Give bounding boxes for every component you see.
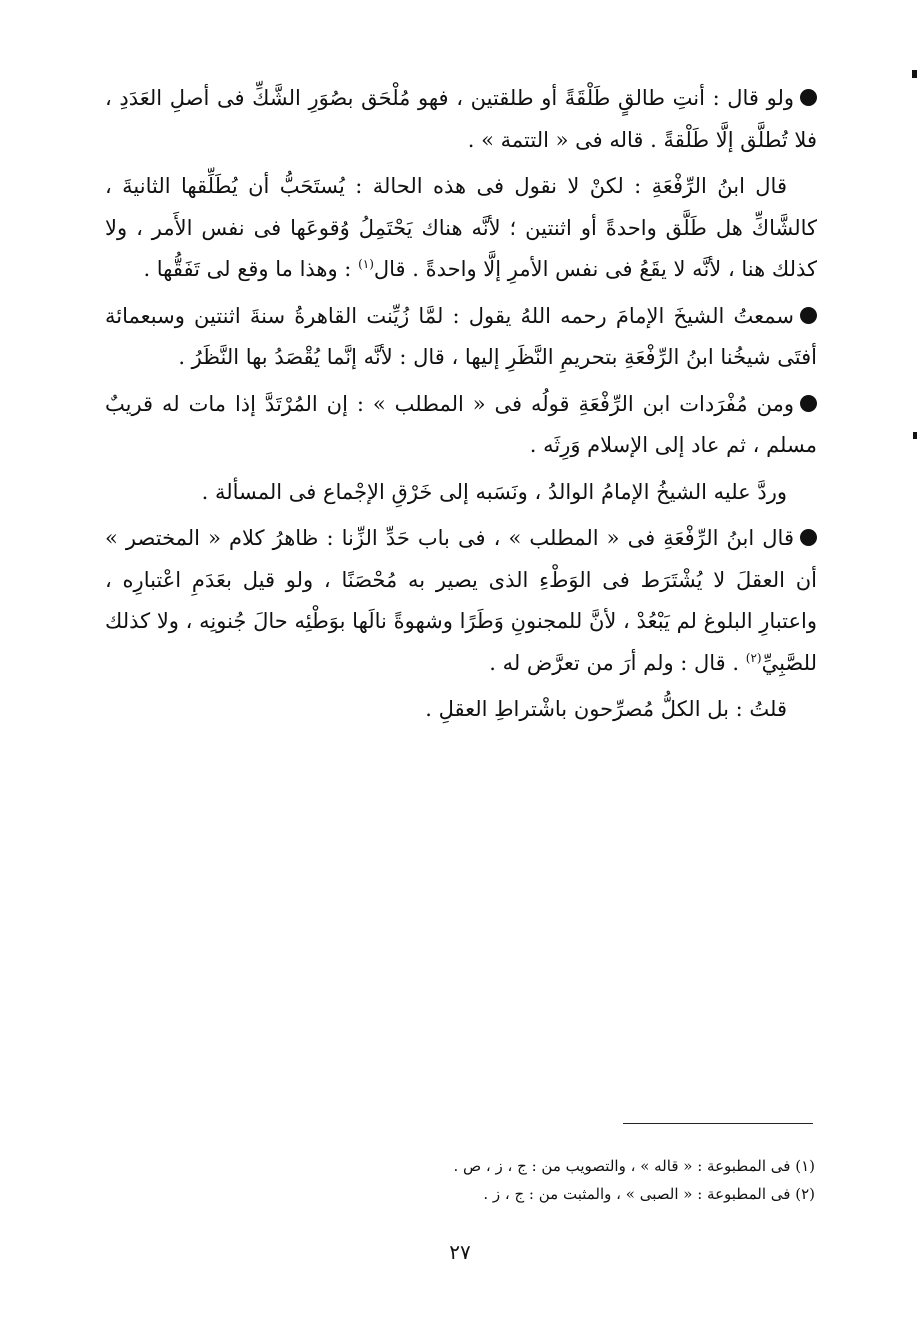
bullet-icon bbox=[800, 307, 817, 324]
paragraph-text: قال ابنُ الرِّفْعَةِ : لكنْ لا نقول فى هذه الحالة : يُستَحَبُّ أن يُطَلِّقها الثانيةَ ، كالشَّاكِّ هل طَلَّق واحدةً أو اثنتين ؛ لأنَّه هناك يَحْتَمِلُ وُقوعَها فى نفس الأَمر ، ولا كذلك هنا ، لأنَّه لا يقَعُ فى نفس الأمرِ إلَّا واحدةً . قال bbox=[105, 174, 817, 281]
bullet-icon bbox=[800, 395, 817, 412]
paragraph-text: قال ابنُ الرِّفْعَةِ فى « المطلب » ، فى باب حَدِّ الزِّنا : ظاهرُ كلام « المختصر » أن العقلَ لا يُشْتَرَط فى الوَطْءِ الذى يصير به مُحْصَنًا ، ولو قيل بعَدَمِ اعْتبارِه ، واعتبارِ البلوغ لم يَبْعُدْ ، لأنَّ للمجنونِ وَطَرًا وشهوةً نالَها بوَطْئِه حالَ جُنونِه ، ولا كذلك للصَّبِيِّ bbox=[105, 526, 817, 675]
paragraph-text: سمعتُ الشيخَ الإمامَ رحمه اللهُ يقول : لمَّا زُيِّنت القاهرةُ سنةَ اثنتين وسبعمائة أفتَى شيخُنا ابنُ الرِّفْعَةِ بتحريمِ النَّظَرِ إليها ، قال : لأنَّه إنَّما يُقْصَدُ بها النَّظَرُ . bbox=[105, 303, 817, 369]
footnotes bbox=[300, 1152, 815, 1208]
paragraph-text: وردَّ عليه الشيخُ الإمامُ الوالدُ ، ونَسَبه إلى خَرْقِ الإجْماع فى المسألة . bbox=[201, 479, 787, 504]
paragraph-6 bbox=[105, 518, 817, 684]
bullet-icon bbox=[800, 89, 817, 106]
paragraph-text: قلتُ : بل الكلُّ مُصرِّحون باشْتراطِ العقلِ . bbox=[425, 697, 787, 721]
footnote-ref-2: (٢) bbox=[745, 650, 762, 665]
paragraph-text-continued: : وهذا ما وقع لى تَفَقُّها . bbox=[143, 257, 359, 281]
footnote-ref-1: (١) bbox=[358, 257, 374, 271]
paragraph-text: ومن مُفْرَدات ابن الرِّفْعَةِ قولُه فى « المطلب » : إن المُرْتَدَّ إذا مات له قريبٌ مسلم ، ثم عاد إلى الإسلام وَرِثَه . bbox=[105, 391, 817, 457]
edge-mark-middle bbox=[913, 432, 917, 439]
footnote-1: (١) فى المطبوعة : « قاله » ، والتصويب من : ج ، ز ، ص . bbox=[453, 1157, 815, 1175]
footnote-2: (٢) فى المطبوعة : « الصبى » ، والمثبت من : ج ، ز . bbox=[483, 1185, 815, 1203]
page-number: ٢٧ bbox=[449, 1240, 471, 1264]
paragraph-3 bbox=[105, 296, 817, 379]
paragraph-text: ولو قال : أنتِ طالقٍ طَلْقَةً أو طلقتين ، فهو مُلْحَق بصُوَرِ الشَّكِّ فى أصلِ العَدَدِ ، فلا تُطلَّق إلَّا طَلْقةً . قاله فى « التتمة » . bbox=[105, 86, 817, 152]
paragraph-1 bbox=[105, 78, 817, 161]
main-text bbox=[105, 78, 817, 736]
paragraph-7 bbox=[105, 689, 817, 731]
bullet-icon bbox=[800, 529, 817, 546]
edge-mark-top bbox=[912, 70, 917, 78]
paragraph-2 bbox=[105, 166, 817, 291]
paragraph-5 bbox=[105, 472, 817, 514]
paragraph-text-continued: . قال : ولم أرَ من تعرَّض له . bbox=[489, 650, 746, 675]
paragraph-4 bbox=[105, 384, 817, 467]
footnote-divider bbox=[623, 1123, 813, 1124]
